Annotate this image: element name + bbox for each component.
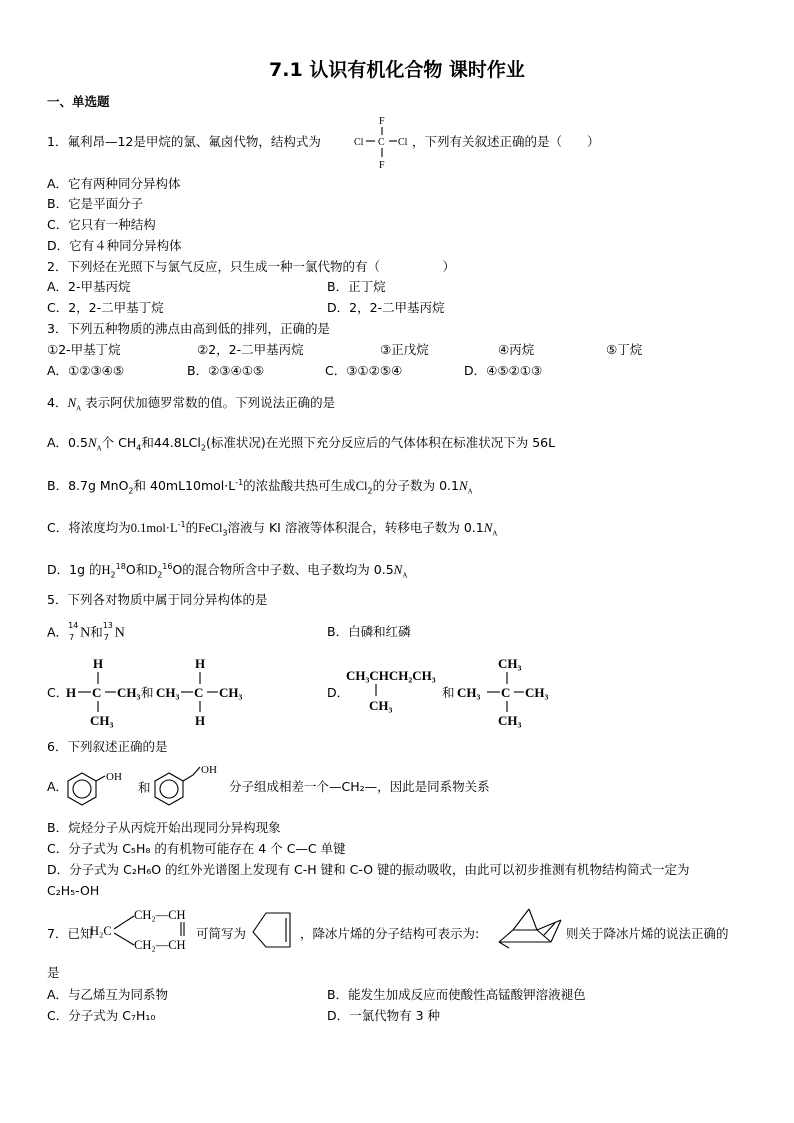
q7-cyclopentene-formula	[88, 904, 200, 956]
avogadro-symbol: $N_A$	[67, 395, 82, 413]
svg-text:和: 和	[442, 685, 455, 700]
q3-option-b: B．②③④①⑤	[187, 363, 265, 378]
q6-option-d-line2: C₂H₅-OH	[47, 883, 100, 898]
q4-stem-text: 表示阿伏加德罗常数的值。下列说法正确的是	[85, 395, 336, 410]
q7-option-a: A．与乙烯互为同系物	[47, 987, 169, 1002]
q1-stem-part2: ，下列有关叙述正确的是（ ）	[412, 134, 600, 149]
q3-option-c: C．③①②⑤④	[325, 363, 403, 378]
q6-a-structures	[62, 762, 237, 810]
q3-stem: 3．下列五种物质的沸点由高到低的排列，正确的是	[47, 321, 330, 336]
svg-text:C: C	[92, 685, 102, 700]
svg-text:CH₃: CH₃	[219, 685, 243, 700]
svg-text:CH₂—CH: CH₂—CH	[134, 908, 186, 922]
svg-text:和: 和	[141, 685, 154, 700]
q1-stem-part1: 1．氟利昂—12是甲烷的氯、氟卤代物，结构式为	[47, 134, 321, 149]
q4-option-b: B．8.7g MnO$_2$和 $40mL10mol\cdot L^{-1}$的浓盐酸共热可生成$Cl_2$的分子数为 $0.1N_A$	[47, 477, 473, 496]
q4-option-a: A．$0.5N_A$个 $CH_4$和44.8LCl$_2$(标准状况)在光照下充分反应后的气体体积在标准状况下为 56L	[47, 435, 556, 453]
svg-text:CH₃: CH₃	[457, 685, 481, 700]
q6-option-b: B．烷烃分子从丙烷开始出现同分异构现象	[47, 820, 281, 835]
svg-text:H₂C: H₂C	[90, 924, 112, 938]
svg-text:OH: OH	[106, 771, 122, 783]
norbornene-structure-icon	[495, 906, 567, 954]
q1-f-top: F	[379, 116, 385, 127]
svg-text:CH₂—CH: CH₂—CH	[134, 938, 186, 952]
q1-option-d: D．它有４种同分异构体	[47, 238, 182, 253]
q4-stem	[47, 395, 336, 413]
svg-text:CH₃: CH₃	[498, 713, 522, 728]
page-title: 7.1 认识有机化合物 课时作业	[269, 59, 525, 81]
q1-option-a: A．它有两种同分异构体	[47, 176, 181, 191]
q3-item-1: ①2-甲基丁烷	[47, 342, 121, 357]
q1-cl-right: Cl	[398, 137, 408, 148]
svg-text:OH: OH	[201, 764, 217, 776]
q5-stem: 5．下列各对物质中属于同分异构体的是	[47, 592, 268, 607]
q3-option-d: D．④⑤②①③	[464, 363, 543, 378]
q2-option-d: D．2，2-二甲基丙烷	[327, 300, 445, 315]
svg-text:CH₃: CH₃	[525, 685, 549, 700]
q4-option-d: D．1g 的$H_2^{18}O$和$D_2^{16}O$的混合物所含中子数、电子数均为 $0.5N_A$	[47, 561, 408, 580]
q2-option-c: C．2，2-二甲基丁烷	[47, 300, 164, 315]
q1-option-b: B．它是平面分子	[47, 196, 144, 211]
q6-option-a-label: A．	[47, 779, 69, 794]
q3-item-5: ⑤丁烷	[606, 342, 643, 357]
q7-option-d: D．一氯代物有 3 种	[327, 1008, 441, 1023]
svg-text:CH₃: CH₃	[90, 713, 114, 728]
q7-stem-part2: 可简写为	[196, 926, 247, 941]
q2-option-b: B．正丁烷	[327, 279, 386, 294]
q5-option-d-label: D．	[327, 685, 350, 700]
svg-text:CH₃: CH₃	[498, 656, 522, 671]
q5-option-a: A． 14 7 N和 13 7 N	[47, 621, 125, 642]
q3-item-3: ③正戊烷	[380, 342, 429, 357]
q5-d-structures	[344, 654, 554, 734]
q2-stem: 2．下列烃在光照下与氯气反应，只生成一种一氯代物的有（ ）	[47, 259, 455, 274]
q3-option-a: A．①②③④⑤	[47, 363, 125, 378]
svg-text:H: H	[66, 685, 77, 700]
q1-cl-left: Cl	[354, 137, 364, 148]
q6-stem: 6．下列叙述正确的是	[47, 739, 168, 754]
q4-number: 4．	[47, 395, 68, 410]
q7-stem-part3: ，降冰片烯的分子结构可表示为:	[300, 926, 480, 941]
q6-option-c: C．分子式为 C₅H₈ 的有机物可能存在 4 个 C—C 单键	[47, 841, 346, 856]
q4-option-c: C．将浓度均为$0.1mol\cdot L^{-1}$的FeCl$_3$溶液与 KI 溶液等体积混合，转移电子数为 $0.1N_A$	[47, 519, 498, 538]
svg-text:H: H	[93, 656, 104, 671]
q3-item-2: ②2，2-二甲基丙烷	[197, 342, 304, 357]
svg-text:C: C	[194, 685, 204, 700]
q1-f-bottom: F	[379, 160, 385, 171]
q1-structural-formula	[353, 113, 415, 173]
svg-text:CH₃: CH₃	[117, 685, 141, 700]
q6-option-a-text: 分子组成相差一个—CH₂—，因此是同系物关系	[229, 779, 490, 794]
svg-text:CH₃: CH₃	[369, 698, 393, 713]
q7-stem-part5: 是	[47, 965, 60, 980]
q1-option-c: C．它只有一种结构	[47, 217, 156, 232]
q7-option-c: C．分子式为 C₇H₁₀	[47, 1008, 156, 1023]
svg-text:CH₃: CH₃	[156, 685, 180, 700]
svg-text:和: 和	[138, 780, 151, 795]
q5-c-structures	[64, 654, 254, 730]
svg-text:H: H	[195, 656, 206, 671]
q6-option-d-line1: D．分子式为 C₂H₆O 的红外光谱图上发现有 C-H 键和 C-O 键的振动吸收，由此可以初步推测有机物结构简式一定为	[47, 862, 690, 877]
q1-c-center: C	[378, 137, 385, 148]
q2-option-a: A．2-甲基丙烷	[47, 279, 131, 294]
q7-option-b: B．能发生加成反应而使酸性高锰酸钾溶液褪色	[327, 987, 586, 1002]
cyclopentene-skeletal-icon	[250, 910, 298, 950]
svg-text:CH₃CHCH₂CH₃: CH₃CHCH₂CH₃	[346, 668, 436, 683]
q7-stem-part1: 7．已知	[47, 926, 93, 941]
q5-option-b: B．白磷和红磷	[327, 624, 411, 639]
q7-stem-part4: 则关于降冰片烯的说法正确的	[566, 926, 729, 941]
svg-text:C: C	[501, 685, 511, 700]
q3-item-4: ④丙烷	[498, 342, 535, 357]
q5-option-c-label: C．	[47, 685, 69, 700]
svg-text:H: H	[195, 713, 206, 728]
section-heading: 一、单选题	[47, 94, 110, 109]
